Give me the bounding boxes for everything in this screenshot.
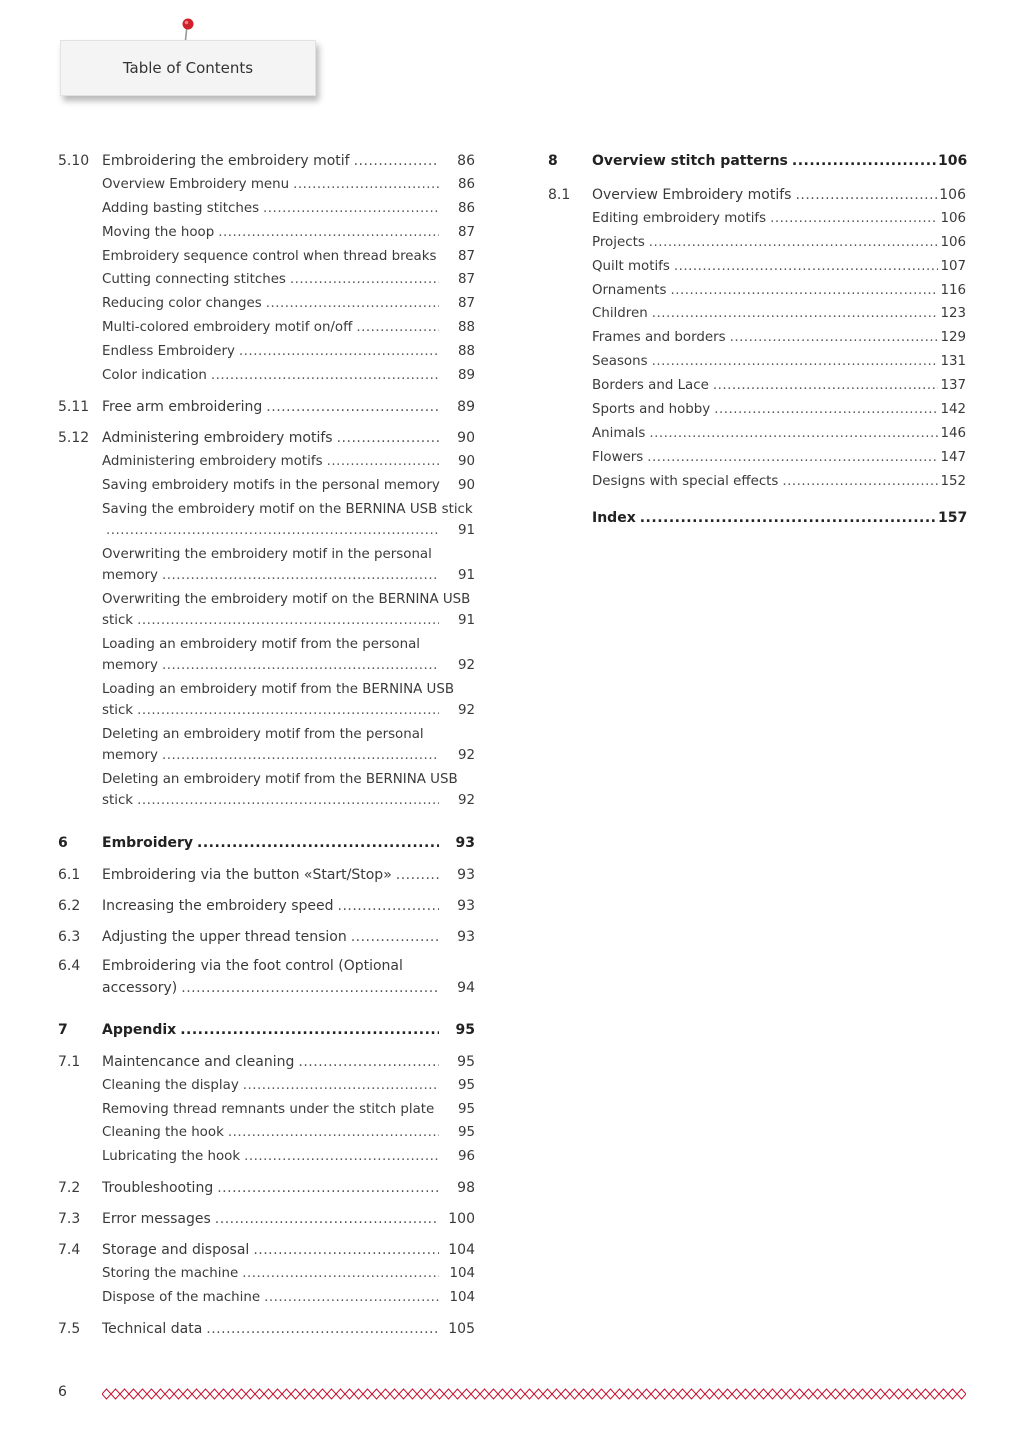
toc-entry[interactable] bbox=[548, 182, 966, 206]
dot-leader bbox=[264, 1287, 439, 1309]
toc-entry[interactable] bbox=[58, 862, 475, 886]
dot-leader bbox=[327, 451, 439, 473]
toc-number: 7.3 bbox=[58, 1211, 81, 1228]
toc-label: Maintencance and cleaning bbox=[102, 1053, 295, 1070]
toc-page-number: 157 bbox=[938, 509, 968, 526]
toc-page-number: 106 bbox=[939, 187, 966, 203]
dot-leader bbox=[162, 655, 439, 677]
toc-number: 7.5 bbox=[58, 1321, 81, 1338]
toc-page-number: 105 bbox=[448, 1321, 475, 1338]
dot-leader bbox=[218, 222, 439, 244]
dot-leader bbox=[713, 375, 938, 397]
dot-leader bbox=[730, 327, 938, 349]
toc-page-number: 95 bbox=[457, 1053, 475, 1070]
section-tab bbox=[60, 40, 316, 96]
toc-entry[interactable] bbox=[58, 1073, 475, 1097]
toc-label: Cutting connecting stitches bbox=[102, 272, 286, 288]
dot-leader bbox=[243, 1075, 439, 1097]
dot-leader bbox=[338, 895, 440, 917]
dot-leader bbox=[197, 832, 439, 854]
dot-leader bbox=[162, 565, 439, 587]
toc-page-number: 100 bbox=[448, 1211, 475, 1228]
toc-page-number: 104 bbox=[449, 1266, 475, 1282]
toc-label-continued: stick bbox=[102, 792, 134, 808]
toc-entry[interactable] bbox=[548, 469, 966, 493]
dot-leader bbox=[782, 471, 938, 493]
toc-page-number: 93 bbox=[457, 897, 475, 914]
toc-label: Technical data bbox=[102, 1321, 203, 1338]
dot-leader bbox=[293, 174, 439, 196]
toc-number: 6.2 bbox=[58, 897, 81, 914]
toc-label: Overwriting the embroidery motif on the BERNINA USB bbox=[102, 591, 471, 607]
toc-page-number: 86 bbox=[457, 153, 475, 169]
toc-page-number: 87 bbox=[457, 296, 475, 312]
toc-page-number: 92 bbox=[457, 747, 475, 763]
dot-leader bbox=[137, 700, 439, 722]
toc-entry[interactable] bbox=[58, 148, 475, 172]
toc-entry[interactable] bbox=[58, 172, 475, 196]
toc-page-number: 90 bbox=[457, 430, 475, 447]
dot-leader bbox=[714, 399, 938, 421]
toc-page-number: 96 bbox=[457, 1149, 475, 1165]
dot-leader bbox=[671, 280, 939, 302]
toc-page-number: 93 bbox=[457, 866, 475, 883]
toc-label: Saving embroidery motifs in the personal memory bbox=[102, 477, 440, 493]
toc-page-number: 87 bbox=[457, 224, 475, 240]
toc-entry[interactable] bbox=[548, 397, 966, 421]
toc-label: Embroidery bbox=[102, 834, 194, 851]
dot-leader bbox=[266, 293, 439, 315]
toc-label: Overview Embroidery motifs bbox=[592, 187, 792, 203]
toc-entry[interactable] bbox=[58, 1121, 475, 1145]
toc-page-number: 88 bbox=[457, 320, 475, 336]
toc-page-number: 106 bbox=[940, 210, 966, 226]
toc-label: Deleting an embroidery motif from the BERNINA USB bbox=[102, 771, 458, 787]
toc-label: Moving the hoop bbox=[102, 224, 215, 240]
toc-label: Increasing the embroidery speed bbox=[102, 897, 334, 914]
toc-entry[interactable] bbox=[548, 445, 966, 469]
toc-page-number: 142 bbox=[940, 402, 966, 418]
toc-entry[interactable] bbox=[58, 590, 475, 632]
toc-entry[interactable] bbox=[58, 1144, 475, 1168]
dot-leader bbox=[649, 232, 938, 254]
toc-entry[interactable] bbox=[548, 278, 966, 302]
dot-leader bbox=[106, 520, 439, 542]
dot-leader bbox=[215, 1208, 439, 1230]
toc-page-number: 91 bbox=[457, 522, 475, 538]
toc-label: Adjusting the upper thread tension bbox=[102, 928, 347, 945]
toc-entry[interactable] bbox=[58, 291, 475, 315]
toc-number: 6.1 bbox=[58, 866, 81, 883]
toc-label-continued: stick bbox=[102, 702, 134, 718]
toc-page-number: 116 bbox=[940, 282, 966, 298]
dot-leader bbox=[652, 351, 938, 373]
toc-label: Storing the machine bbox=[102, 1266, 239, 1282]
toc-page-number: 106 bbox=[938, 153, 968, 169]
dot-leader bbox=[242, 1263, 439, 1285]
toc-entry[interactable] bbox=[58, 924, 475, 948]
dot-leader bbox=[652, 303, 938, 325]
toc-entry[interactable] bbox=[58, 394, 475, 418]
toc-label: Borders and Lace bbox=[592, 378, 709, 394]
toc-entry[interactable] bbox=[58, 339, 475, 363]
toc-page-number: 87 bbox=[457, 248, 475, 264]
dot-leader bbox=[640, 507, 938, 529]
dot-leader bbox=[674, 256, 938, 278]
toc-entry[interactable] bbox=[58, 1261, 475, 1285]
toc-number: 8.1 bbox=[548, 187, 571, 203]
toc-page-number: 95 bbox=[457, 1125, 475, 1141]
dot-leader bbox=[396, 864, 439, 886]
toc-page-number: 86 bbox=[457, 176, 475, 192]
toc-entry[interactable] bbox=[58, 1097, 475, 1121]
toc-page-number: 90 bbox=[457, 453, 475, 469]
toc-entry[interactable] bbox=[548, 254, 966, 278]
toc-entry[interactable] bbox=[58, 1049, 475, 1073]
toc-label: Embroidery sequence control when thread breaks bbox=[102, 248, 437, 264]
toc-label-continued: memory bbox=[102, 747, 158, 763]
toc-label: Seasons bbox=[592, 354, 648, 370]
toc-page-number: 152 bbox=[940, 473, 966, 489]
toc-number: 6.4 bbox=[58, 957, 81, 974]
dot-leader bbox=[217, 1177, 439, 1199]
dot-leader bbox=[298, 1051, 439, 1073]
toc-entry[interactable] bbox=[58, 1206, 475, 1230]
toc-left-column bbox=[58, 148, 475, 1340]
toc-number: 5.12 bbox=[58, 430, 90, 447]
toc-label: Administering embroidery motifs bbox=[102, 430, 333, 447]
toc-page-number: 147 bbox=[940, 449, 966, 465]
dot-leader bbox=[211, 365, 439, 387]
dot-leader bbox=[162, 745, 439, 767]
toc-label: Troubleshooting bbox=[102, 1180, 214, 1197]
dot-leader bbox=[337, 427, 439, 449]
dot-leader bbox=[181, 977, 439, 999]
toc-entry[interactable] bbox=[58, 1017, 475, 1041]
toc-entry[interactable] bbox=[58, 635, 475, 677]
toc-label: Cleaning the display bbox=[102, 1077, 239, 1093]
toc-entry[interactable] bbox=[58, 955, 475, 999]
toc-entry[interactable] bbox=[58, 449, 475, 473]
toc-page-number: 89 bbox=[457, 368, 475, 384]
dot-leader bbox=[137, 610, 439, 632]
toc-label: Flowers bbox=[592, 449, 644, 465]
toc-entry[interactable] bbox=[548, 206, 966, 230]
dot-leader bbox=[263, 198, 439, 220]
dot-leader bbox=[770, 208, 938, 230]
toc-number: 5.10 bbox=[58, 153, 90, 169]
toc-entry[interactable] bbox=[58, 680, 475, 722]
toc-label: Ornaments bbox=[592, 282, 667, 298]
toc-page-number: 93 bbox=[457, 928, 475, 945]
dot-leader bbox=[244, 1146, 439, 1168]
toc-label-continued: memory bbox=[102, 567, 158, 583]
toc-number: 8 bbox=[548, 153, 558, 169]
page-title: Table of Contents bbox=[122, 59, 254, 77]
toc-entry[interactable] bbox=[58, 473, 475, 497]
toc-label: Children bbox=[592, 306, 648, 322]
toc-label: Reducing color changes bbox=[102, 296, 262, 312]
toc-entry[interactable] bbox=[58, 893, 475, 917]
toc-entry[interactable] bbox=[548, 325, 966, 349]
toc-label: Embroidering the embroidery motif bbox=[102, 153, 350, 169]
toc-label: Overwriting the embroidery motif in the personal bbox=[102, 546, 432, 562]
toc-label: Embroidering via the button «Start/Stop» bbox=[102, 866, 392, 883]
toc-label: Cleaning the hook bbox=[102, 1125, 224, 1141]
toc-entry[interactable] bbox=[58, 268, 475, 292]
toc-page-number: 129 bbox=[940, 330, 966, 346]
toc-entry[interactable] bbox=[58, 1175, 475, 1199]
toc-label: Loading an embroidery motif from the BERNINA USB bbox=[102, 681, 455, 697]
toc-entry[interactable] bbox=[548, 349, 966, 373]
dot-leader bbox=[354, 150, 439, 172]
toc-entry[interactable] bbox=[58, 425, 475, 449]
toc-label: Embroidering via the foot control (Optional bbox=[102, 957, 403, 974]
toc-page-number: 87 bbox=[457, 272, 475, 288]
toc-label: Color indication bbox=[102, 368, 207, 384]
dot-leader bbox=[180, 1019, 439, 1041]
toc-entry[interactable] bbox=[58, 196, 475, 220]
toc-page-number: 95 bbox=[455, 1021, 475, 1038]
toc-page-number: 95 bbox=[457, 1101, 475, 1117]
toc-label: Overview stitch patterns bbox=[592, 153, 788, 169]
dot-leader bbox=[356, 317, 439, 339]
toc-page-number: 146 bbox=[940, 425, 966, 441]
toc-number: 6 bbox=[58, 834, 68, 851]
dot-leader bbox=[649, 423, 938, 445]
toc-label: Designs with special effects bbox=[592, 473, 779, 489]
toc-number: 7 bbox=[58, 1021, 68, 1038]
toc-page-number: 92 bbox=[457, 702, 475, 718]
toc-page-number: 89 bbox=[457, 399, 475, 416]
toc-number: 7.4 bbox=[58, 1242, 81, 1259]
toc-label: Storage and disposal bbox=[102, 1242, 250, 1259]
dot-leader bbox=[239, 341, 439, 363]
toc-page-number: 90 bbox=[457, 477, 475, 493]
dot-leader bbox=[137, 790, 439, 812]
toc-label: Loading an embroidery motif from the personal bbox=[102, 636, 421, 652]
toc-page-number: 88 bbox=[457, 344, 475, 360]
toc-page-number: 94 bbox=[457, 979, 475, 996]
toc-label: Error messages bbox=[102, 1211, 211, 1228]
toc-page-number: 104 bbox=[449, 1290, 475, 1306]
toc-entry[interactable] bbox=[548, 505, 966, 529]
toc-label: Multi-colored embroidery motif on/off bbox=[102, 320, 353, 336]
toc-label: Removing thread remnants under the stitch plate bbox=[102, 1101, 435, 1117]
dot-leader bbox=[290, 269, 439, 291]
dot-leader bbox=[792, 150, 938, 172]
toc-page-number: 123 bbox=[940, 306, 966, 322]
toc-page-number: 91 bbox=[457, 567, 475, 583]
toc-label: Projects bbox=[592, 234, 645, 250]
toc-label: Administering embroidery motifs bbox=[102, 453, 323, 469]
dot-leader bbox=[647, 447, 938, 469]
toc-label: Frames and borders bbox=[592, 330, 726, 346]
page-number: 6 bbox=[58, 1384, 67, 1400]
toc-page-number: 98 bbox=[457, 1180, 475, 1197]
toc-entry[interactable] bbox=[58, 363, 475, 387]
toc-entry[interactable] bbox=[58, 725, 475, 767]
toc-page-number: 93 bbox=[455, 834, 475, 851]
toc-entry[interactable] bbox=[548, 148, 966, 172]
toc-right-column bbox=[548, 148, 966, 529]
toc-label: Animals bbox=[592, 425, 646, 441]
toc-label-continued: accessory) bbox=[102, 979, 178, 996]
toc-label-continued: stick bbox=[102, 612, 134, 628]
dot-leader bbox=[206, 1318, 439, 1340]
toc-label: Free arm embroidering bbox=[102, 399, 263, 416]
toc-page-number: 92 bbox=[457, 657, 475, 673]
toc-entry[interactable] bbox=[58, 500, 475, 542]
toc-entry[interactable] bbox=[548, 421, 966, 445]
toc-entry[interactable] bbox=[58, 220, 475, 244]
dot-leader bbox=[253, 1239, 439, 1261]
toc-entry[interactable] bbox=[548, 230, 966, 254]
dot-leader bbox=[351, 926, 439, 948]
toc-label: Editing embroidery motifs bbox=[592, 210, 767, 226]
toc-page-number: 104 bbox=[448, 1242, 475, 1259]
toc-label: Adding basting stitches bbox=[102, 200, 260, 216]
toc-entry[interactable] bbox=[58, 770, 475, 812]
toc-entry[interactable] bbox=[58, 1316, 475, 1340]
toc-label-continued: memory bbox=[102, 657, 158, 673]
toc-label: Saving the embroidery motif on the BERNINA USB stick bbox=[102, 501, 473, 517]
toc-entry[interactable] bbox=[58, 244, 475, 268]
toc-number: 7.2 bbox=[58, 1180, 81, 1197]
toc-page-number: 137 bbox=[940, 378, 966, 394]
toc-label: Index bbox=[592, 509, 636, 526]
toc-entry[interactable] bbox=[58, 315, 475, 339]
toc-label: Endless Embroidery bbox=[102, 344, 235, 360]
toc-page-number: 92 bbox=[457, 792, 475, 808]
toc-number: 7.1 bbox=[58, 1053, 81, 1070]
toc-entry[interactable] bbox=[548, 302, 966, 326]
toc-number: 6.3 bbox=[58, 928, 81, 945]
toc-label: Dispose of the machine bbox=[102, 1290, 261, 1306]
toc-entry[interactable] bbox=[58, 1237, 475, 1261]
toc-page-number: 107 bbox=[940, 258, 966, 274]
toc-entry[interactable] bbox=[58, 830, 475, 854]
toc-label: Appendix bbox=[102, 1021, 177, 1038]
toc-label: Quilt motifs bbox=[592, 258, 670, 274]
stitch-pattern bbox=[102, 1389, 966, 1399]
toc-page-number: 106 bbox=[940, 234, 966, 250]
toc-page-number: 131 bbox=[940, 354, 966, 370]
toc-label: Sports and hobby bbox=[592, 402, 711, 418]
toc-entry[interactable] bbox=[548, 373, 966, 397]
toc-label: Lubricating the hook bbox=[102, 1149, 241, 1165]
toc-label: Deleting an embroidery motif from the personal bbox=[102, 726, 424, 742]
dot-leader bbox=[266, 396, 439, 418]
toc-entry[interactable] bbox=[58, 1285, 475, 1309]
toc-label: Overview Embroidery menu bbox=[102, 176, 290, 192]
dot-leader bbox=[228, 1122, 439, 1144]
decorative-stitch-border bbox=[102, 1388, 966, 1400]
toc-page-number: 95 bbox=[457, 1077, 475, 1093]
toc-page-number: 86 bbox=[457, 200, 475, 216]
dot-leader bbox=[795, 184, 938, 206]
toc-number: 5.11 bbox=[58, 399, 90, 416]
toc-page-number: 91 bbox=[457, 612, 475, 628]
toc-entry[interactable] bbox=[58, 545, 475, 587]
